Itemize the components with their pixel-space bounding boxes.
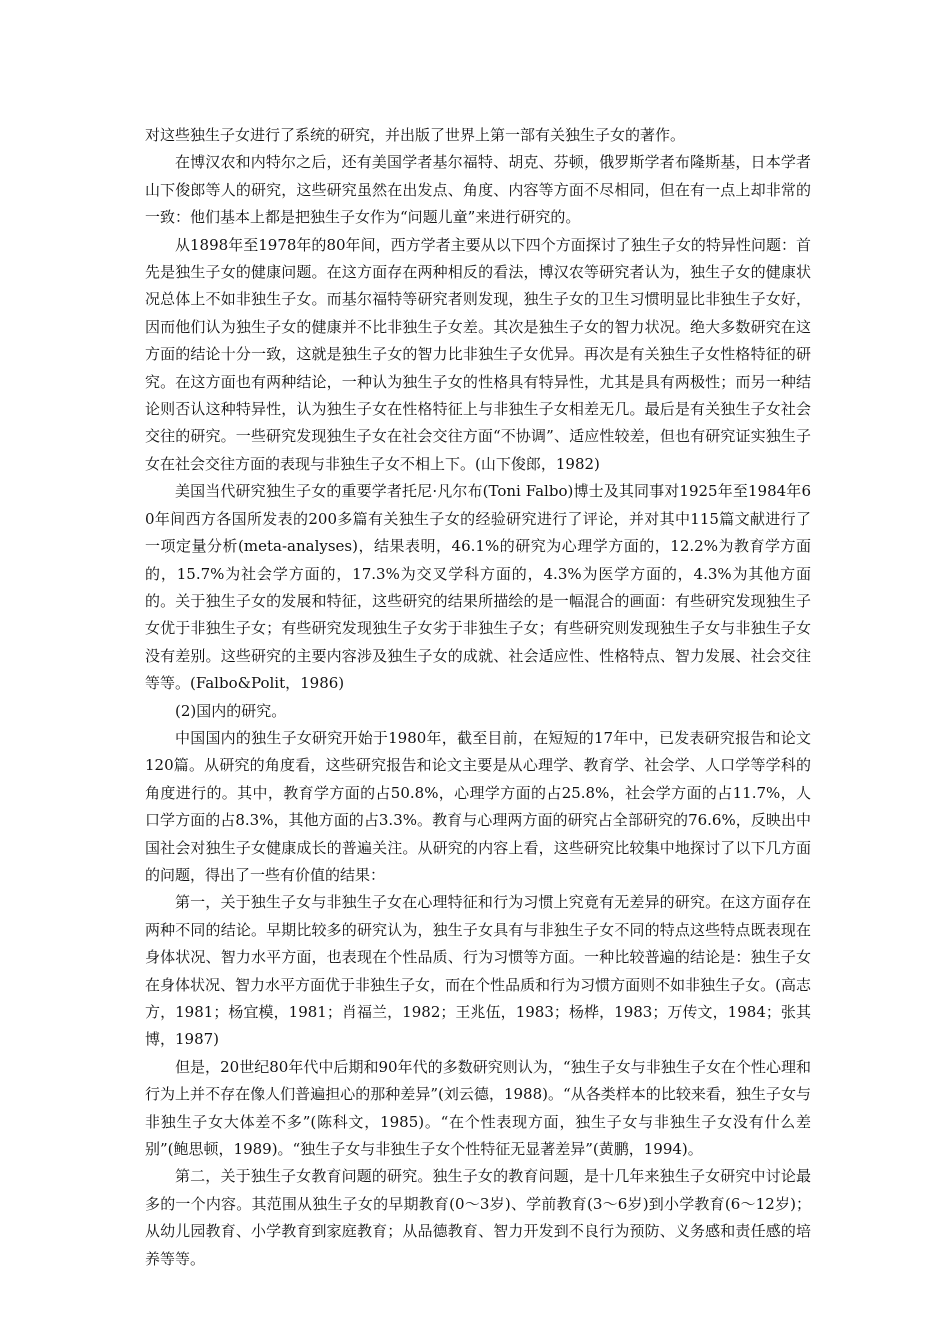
paragraph-first-psychological-differences: 第一，关于独生子女与非独生子女在心理特征和行为习惯上究竟有无差异的研究。在这方面存在两种不同的结论。早期比较多的研究认为，独生子女具有与非独生子女不同的特点这些特点既表现在身体状况、智力水平方面，也表现在个性品质、行为习惯等方面。一种比较普遍的结论是：独生子女在身体状况、智力水平方面优于非独生子女，而在个性品质和行为习惯方面则不如非独生子女。(高志方，1981；杨宜模，1981；肖福兰，1982；王兆伍，1983；杨桦，1983；万传文，1984；张其博，1987) [145, 893, 811, 1049]
paragraph-western-research-1898-1978: 从1898年至1978年的80年间，西方学者主要从以下四个方面探讨了独生子女的特异性问题：首先是独生子女的健康问题。在这方面存在两种相反的看法，博汉农等研究者认为，独生子女的健康状况总体上不如非独生子女。而基尔福特等研究者则发现，独生子女的卫生习惯明显比非独生子女好，因而他们认为独生子女的健康并不比非独生子女差。其次是独生子女的智力状况。绝大多数研究在这方面的结论十分一致，这就是独生子女的智力比非独生子女优异。再次是有关独生子女性格特征的研究。在这方面也有两种结论，一种认为独生子女的性格具有特异性，尤其是具有两极性；而另一种结论则否认这种特异性，认为独生子女在性格特征上与非独生子女相差无几。最后是有关独生子女社会交往的研究。一些研究发现独生子女在社会交往方面“不协调”、适应性较差，但也有研究证实独生子女在社会交往方面的表现与非独生子女不相上下。(山下俊郎，1982) [145, 235, 811, 473]
paragraph-second-education: 第二，关于独生子女教育问题的研究。独生子女的教育问题，是十几年来独生子女研究中讨论最多的一个内容。其范围从独生子女的早期教育(0～3岁)、学前教育(3～6岁)到小学教育(6～12岁)；从幼儿园教育、小学教育到家庭教育；从品德教育、智力开发到不良行为预防、义务感和责任感的培养等等。 [145, 1167, 811, 1268]
document-body [145, 122, 811, 1273]
paragraph-falbo-meta-analysis: 美国当代研究独生子女的重要学者托尼·凡尔布(Toni Falbo)博士及其同事对1925年至1984年60年间西方各国所发表的200多篇有关独生子女的经验研究进行了评论，并对其中115篇文献进行了一项定量分析(meta-analyses)，结果表明，46.1%的研究为心理学方面的，12.2%为教育学方面的，15.7%为社会学方面的，17.3%为交叉学科方面的，4.3%为医学方面的，4.3%为其他方面的。关于独生子女的发展和特征，这些研究的结果所描绘的是一幅混合的画面：有些研究发现独生子女优于非独生子女；有些研究发现独生子女劣于非独生子女；有些研究则发现独生子女与非独生子女没有差别。这些研究的主要内容涉及独生子女的成就、社会适应性、性格特点、智力发展、社会交往等等。(Falbo&Polit，1986) [145, 482, 811, 693]
paragraph-later-research-no-difference: 但是，20世纪80年代中后期和90年代的多数研究则认为，“独生子女与非独生子女在个性心理和行为上并不存在像人们普遍担心的那种差异”(刘云德，1988)。“从各类样本的比较来看，独生子女与非独生子女大体差不多”(陈科文，1985)。“在个性表现方面，独生子女与非独生子女没有什么差别”(鲍思顿，1989)。“独生子女与非独生子女个性特征无显著差异”(黄鹏，1994)。 [145, 1057, 811, 1159]
paragraph-continuation: 对这些独生子女进行了系统的研究，并出版了世界上第一部有关独生子女的著作。 [145, 126, 686, 144]
section-heading-domestic-research: (2)国内的研究。 [175, 701, 287, 720]
paragraph-china-research-overview: 中国国内的独生子女研究开始于1980年，截至目前，在短短的17年中，已发表研究报告和论文120篇。从研究的角度看，这些研究报告和论文主要是从心理学、教育学、社会学、人口学等学科的角度进行的。其中，教育学方面的占50.8%，心理学方面的占25.8%，社会学方面的占11.7%，人口学方面的占8.3%，其他方面的占3.3%。教育与心理两方面的研究占全部研究的76.6%，反映出中国社会对独生子女健康成长的普遍关注。从研究的内容上看，这些研究比较集中地探讨了以下几方面的问题，得出了一些有价值的结果： [145, 728, 811, 884]
paragraph-problem-children: 在博汉农和内特尔之后，还有美国学者基尔福特、胡克、芬顿，俄罗斯学者布隆斯基，日本学者山下俊郎等人的研究，这些研究虽然在出发点、角度、内容等方面不尽相同，但在有一点上却非常的一致：他们基本上都是把独生子女作为“问题儿童”来进行研究的。 [145, 153, 811, 227]
